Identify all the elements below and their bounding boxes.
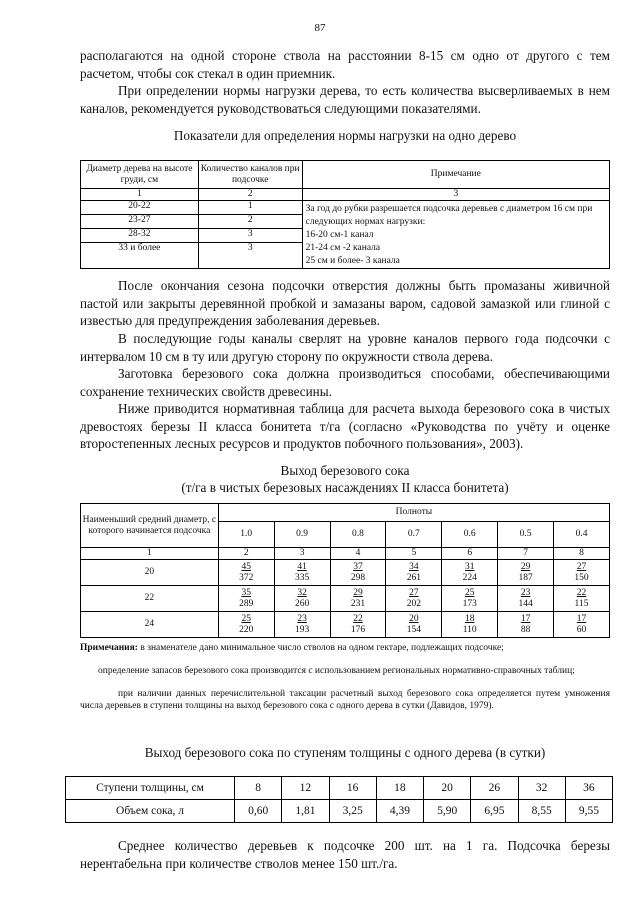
yield-fraction bbox=[239, 588, 253, 610]
yield-cell bbox=[330, 612, 386, 638]
yield-fraction bbox=[574, 562, 588, 584]
volume-cell: 9,55 bbox=[565, 800, 612, 823]
yield-cell bbox=[218, 586, 274, 612]
trees-count: 29 bbox=[520, 561, 531, 572]
yield-cell bbox=[330, 560, 386, 586]
thickness-cell: 32 bbox=[518, 777, 565, 800]
table-row bbox=[66, 777, 613, 800]
sap-volume: 372 bbox=[239, 572, 254, 583]
sap-volume: 224 bbox=[462, 572, 477, 583]
trees-count: 20 bbox=[409, 613, 419, 624]
index-cell: 1 bbox=[81, 548, 219, 560]
header-density: 0.9 bbox=[274, 522, 330, 548]
diameter-cell: 28-32 bbox=[81, 229, 199, 243]
volume-cell: 0,60 bbox=[235, 800, 282, 823]
thickness-cell: 8 bbox=[235, 777, 282, 800]
sap-volume: 110 bbox=[462, 624, 477, 635]
yield-cell bbox=[498, 560, 554, 586]
load-norms-table bbox=[80, 160, 610, 269]
table2-caption-line1: Выход березового сока bbox=[280, 463, 410, 478]
yield-cell bbox=[386, 612, 442, 638]
volume-cell: 6,95 bbox=[471, 800, 518, 823]
index-cell: 3 bbox=[274, 548, 330, 560]
trees-count: 45 bbox=[241, 561, 251, 572]
sap-volume: 187 bbox=[518, 572, 533, 583]
sap-volume: 298 bbox=[350, 572, 366, 583]
header-note: Примечание bbox=[302, 161, 609, 189]
sap-volume: 176 bbox=[350, 624, 366, 635]
paragraph-4: В последующие годы каналы сверлят на уровне каналов первого года подсочки с интервалом 10 см в ту или другую сторону по окружности ствола дерева. bbox=[80, 331, 610, 364]
volume-cell: 5,90 bbox=[424, 800, 471, 823]
yield-fraction bbox=[351, 614, 365, 636]
channels-cell: 3 bbox=[198, 243, 302, 269]
table3-caption: Выход березового сока по ступеням толщины с одного дерева (в сутки) bbox=[144, 745, 546, 760]
trees-count: 31 bbox=[464, 561, 475, 572]
index-cell: 4 bbox=[330, 548, 386, 560]
trees-count: 37 bbox=[353, 561, 363, 572]
yield-fraction bbox=[239, 562, 253, 584]
sap-volume: 261 bbox=[406, 572, 421, 583]
sap-volume: 88 bbox=[520, 624, 531, 635]
yield-fraction bbox=[295, 614, 309, 636]
trees-count: 29 bbox=[353, 587, 363, 598]
paragraph-5: Заготовка березового сока должна производиться способами, обеспечивающими сохранение технических свойств древесины. bbox=[80, 366, 610, 399]
trees-count: 23 bbox=[297, 613, 307, 624]
diameter-cell: 20 bbox=[81, 560, 219, 586]
yield-cell bbox=[386, 586, 442, 612]
thickness-cell: 20 bbox=[424, 777, 471, 800]
sap-volume: 289 bbox=[239, 598, 254, 609]
trees-count: 22 bbox=[576, 587, 587, 598]
trees-count: 17 bbox=[576, 613, 587, 624]
header-density: 0.7 bbox=[386, 522, 442, 548]
sap-volume: 260 bbox=[294, 598, 310, 609]
sap-volume: 220 bbox=[239, 624, 254, 635]
trees-count: 27 bbox=[576, 561, 587, 572]
index-cell: 3 bbox=[302, 189, 609, 201]
table-header-row bbox=[81, 161, 610, 189]
table-row bbox=[81, 586, 610, 612]
thickness-cell: 36 bbox=[565, 777, 612, 800]
index-cell: 6 bbox=[442, 548, 498, 560]
trees-count: 34 bbox=[409, 561, 419, 572]
channels-cell: 3 bbox=[198, 229, 302, 243]
table-index-row bbox=[81, 548, 610, 560]
header-density-group: Полноты bbox=[218, 504, 609, 522]
paragraph-3: После окончания сезона подсочки отверстия должны быть промазаны живичной пастой или закрыты деревянной пробкой и замазаны варом, садовой замазкой или глиной с известью для предупреждения заболевания деревьев. bbox=[80, 278, 610, 328]
sap-yield-table bbox=[80, 503, 610, 638]
yield-cell bbox=[554, 560, 610, 586]
table2-caption-line2: (т/га в чистых березовых насаждениях II класса бонитета) bbox=[181, 480, 509, 495]
diameter-cell: 24 bbox=[81, 612, 219, 638]
yield-fraction bbox=[351, 562, 365, 584]
volume-cell: 1,81 bbox=[282, 800, 329, 823]
yield-fraction bbox=[239, 614, 253, 636]
yield-cell bbox=[442, 586, 498, 612]
header-density: 0.4 bbox=[554, 522, 610, 548]
note-line: 21-24 см -2 канала bbox=[305, 243, 381, 253]
thickness-cell: 16 bbox=[329, 777, 376, 800]
notes-label: Примечания: bbox=[80, 643, 138, 653]
trees-count: 41 bbox=[297, 561, 307, 572]
paragraph-1: располагаются на одной стороне ствола на расстоянии 8-15 см одно от другого с тем расчетом, чтобы сок стекал в один приемник. bbox=[80, 48, 610, 81]
yield-cell bbox=[218, 560, 274, 586]
sap-volume: 60 bbox=[576, 624, 587, 635]
index-cell: 2 bbox=[198, 189, 302, 201]
diameter-cell: 23-27 bbox=[81, 215, 199, 229]
sap-yield-body bbox=[81, 560, 610, 638]
yield-fraction bbox=[407, 588, 421, 610]
sap-volume: 231 bbox=[350, 598, 366, 609]
thickness-cell: 26 bbox=[471, 777, 518, 800]
trees-count: 25 bbox=[464, 587, 475, 598]
header-density: 0.6 bbox=[442, 522, 498, 548]
notes-3: при наличии данных перечислительной таксации расчетный выход березового сока определяется путем умножения числа деревьев в ступени толщины на выход березового сока с одного дерева в сутки (Давидов, 1979). bbox=[80, 689, 610, 711]
notes-1 bbox=[80, 643, 610, 655]
index-cell: 5 bbox=[386, 548, 442, 560]
index-cell: 2 bbox=[218, 548, 274, 560]
yield-cell bbox=[218, 612, 274, 638]
page-number: 87 bbox=[314, 22, 326, 34]
yield-cell bbox=[274, 586, 330, 612]
header-diameter: Диаметр дерева на высоте груди, см bbox=[81, 161, 199, 189]
notes-text-1: в знаменателе дано минимальное число стволов на одном гектаре, подлежащих подсочке; bbox=[137, 643, 504, 653]
header-density: 0.5 bbox=[498, 522, 554, 548]
header-density: 0.8 bbox=[330, 522, 386, 548]
yield-fraction bbox=[575, 588, 589, 610]
sap-volume: 144 bbox=[518, 598, 533, 609]
index-cell: 1 bbox=[81, 189, 199, 201]
volume-label: Объем сока, л bbox=[66, 800, 235, 823]
paragraph-6: Ниже приводится нормативная таблица для расчета выхода березового сока в чистых древостоях березы II класса бонитета т/га (согласно «Руководства по учёту и оценке второстепенных лесных ресурсов и продуктов побочного пользования», 2003). bbox=[80, 401, 610, 451]
sap-volume: 150 bbox=[574, 572, 589, 583]
channels-cell: 1 bbox=[198, 201, 302, 215]
yield-cell bbox=[330, 586, 386, 612]
diameter-cell: 33 и более bbox=[81, 243, 199, 269]
trees-count: 35 bbox=[241, 587, 251, 598]
thickness-cell: 18 bbox=[376, 777, 423, 800]
table-header-row bbox=[81, 504, 610, 522]
volume-cell: 8,55 bbox=[518, 800, 565, 823]
volume-cell: 3,25 bbox=[329, 800, 376, 823]
sap-volume: 115 bbox=[574, 598, 589, 609]
yield-fraction bbox=[463, 562, 477, 584]
diameter-cell: 20-22 bbox=[81, 201, 199, 215]
trees-count: 22 bbox=[353, 613, 363, 624]
yield-cell bbox=[274, 560, 330, 586]
volume-cell: 4,39 bbox=[376, 800, 423, 823]
trees-count: 18 bbox=[464, 613, 475, 624]
yield-fraction bbox=[577, 614, 587, 636]
table1-caption: Показатели для определения нормы нагрузки на одно дерево bbox=[173, 128, 517, 143]
yield-fraction bbox=[518, 588, 532, 610]
sap-volume: 193 bbox=[294, 624, 310, 635]
sap-volume: 154 bbox=[406, 624, 421, 635]
index-cell: 8 bbox=[554, 548, 610, 560]
note-line: За год до рубки разрешается подсочка деревьев с диаметром 16 см при следующих нормах нагрузки: bbox=[305, 204, 593, 227]
trees-count: 27 bbox=[409, 587, 419, 598]
trees-count: 25 bbox=[241, 613, 251, 624]
yield-fraction bbox=[351, 588, 365, 610]
table-row bbox=[66, 800, 613, 823]
table-row bbox=[81, 201, 610, 215]
trees-count: 17 bbox=[520, 613, 531, 624]
yield-fraction bbox=[521, 614, 531, 636]
yield-fraction bbox=[463, 614, 477, 636]
trees-count: 32 bbox=[297, 587, 307, 598]
sap-per-tree-table bbox=[65, 776, 613, 823]
table-index-row bbox=[81, 189, 610, 201]
yield-fraction bbox=[295, 588, 309, 610]
yield-fraction bbox=[295, 562, 309, 584]
yield-cell bbox=[498, 612, 554, 638]
note-cell bbox=[302, 201, 609, 269]
paragraph-2: При определении нормы нагрузки дерева, то есть количества высверливаемых в нем каналов, рекомендуется руководствоваться следующими показателями. bbox=[80, 83, 610, 116]
table-row bbox=[81, 612, 610, 638]
index-cell: 7 bbox=[498, 548, 554, 560]
header-channels: Количество каналов при подсочке bbox=[198, 161, 302, 189]
yield-cell bbox=[554, 586, 610, 612]
yield-fraction bbox=[407, 614, 421, 636]
yield-cell bbox=[554, 612, 610, 638]
yield-cell bbox=[442, 612, 498, 638]
header-min-diameter: Наименьший средний диаметр, с которого начинается подсочка bbox=[81, 504, 219, 548]
note-line: 16-20 см-1 канал bbox=[305, 230, 374, 240]
yield-fraction bbox=[518, 562, 532, 584]
yield-fraction bbox=[407, 562, 421, 584]
yield-cell bbox=[274, 612, 330, 638]
note-line: 25 см и более- 3 канала bbox=[305, 256, 400, 266]
diameter-cell: 22 bbox=[81, 586, 219, 612]
channels-cell: 2 bbox=[198, 215, 302, 229]
table-row bbox=[81, 560, 610, 586]
yield-fraction bbox=[463, 588, 477, 610]
yield-cell bbox=[442, 560, 498, 586]
trees-count: 23 bbox=[520, 587, 531, 598]
paragraph-7: Среднее количество деревьев к подсочке 200 шт. на 1 га. Подсочка березы нерентабельна при количестве стволов менее 150 шт./га. bbox=[80, 838, 610, 871]
thickness-cell: 12 bbox=[282, 777, 329, 800]
sap-volume: 202 bbox=[406, 598, 421, 609]
thickness-label: Ступени толщины, см bbox=[66, 777, 235, 800]
yield-cell bbox=[386, 560, 442, 586]
sap-volume: 335 bbox=[294, 572, 310, 583]
header-density: 1.0 bbox=[218, 522, 274, 548]
notes-2: определение запасов березового сока производится с использованием региональных нормативно-справочных таблиц; bbox=[98, 666, 575, 676]
sap-volume: 173 bbox=[462, 598, 477, 609]
yield-cell bbox=[498, 586, 554, 612]
